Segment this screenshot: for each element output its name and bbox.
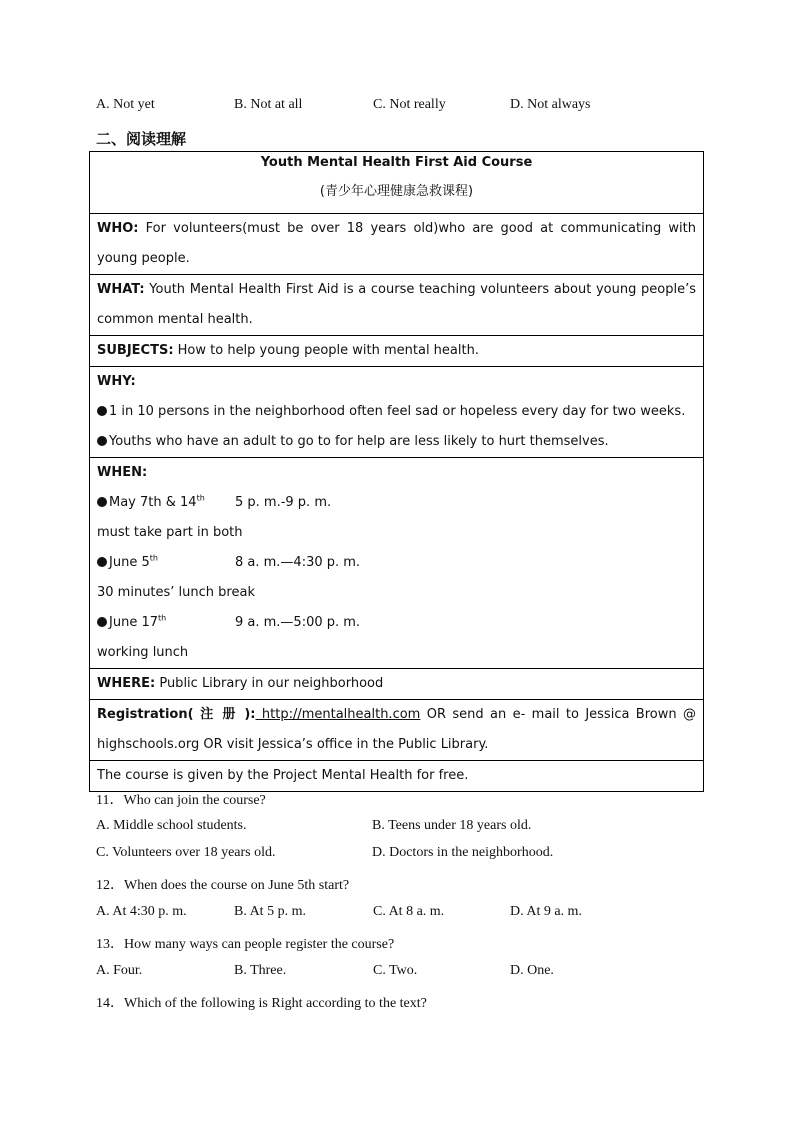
previous-question-options bbox=[96, 97, 716, 117]
question-11-options-row-1 bbox=[96, 818, 716, 838]
when-label bbox=[97, 458, 696, 488]
when-date: May 7th & 14 bbox=[109, 495, 197, 510]
question-13-options bbox=[96, 963, 716, 983]
why-item-2 bbox=[97, 427, 696, 457]
where-label: WHERE: bbox=[97, 676, 156, 691]
when-time: 9 a. m.—5:00 p. m. bbox=[235, 615, 361, 630]
subjects-label: SUBJECTS: bbox=[97, 343, 174, 358]
registration-rest: OR send an e- mail to Jessica Brown @ bbox=[420, 707, 696, 722]
when-item-2 bbox=[97, 548, 696, 578]
what-line-1 bbox=[97, 275, 696, 305]
course-subtitle: (青少年心理健康急救课程) bbox=[319, 184, 474, 199]
course-title: Youth Mental Health First Aid Course bbox=[260, 155, 533, 170]
who-line-2: young people. bbox=[97, 251, 190, 266]
why-cell bbox=[90, 367, 703, 458]
what-label: WHAT: bbox=[97, 282, 145, 297]
registration-cn-label: ( 注 册 ): bbox=[187, 707, 256, 722]
why-item-text: 1 in 10 persons in the neighborhood often feel sad or hopeless every day for two weeks. bbox=[109, 404, 686, 419]
what-text: Youth Mental Health First Aid is a course teaching volunteers about young people’s bbox=[144, 282, 696, 297]
option-a: A. At 4:30 p. m. bbox=[96, 904, 187, 919]
when-cell bbox=[90, 458, 703, 669]
course-info-table bbox=[89, 151, 704, 792]
option-b: B. At 5 p. m. bbox=[234, 904, 306, 919]
what-cell bbox=[90, 275, 703, 336]
registration-cell bbox=[90, 700, 703, 761]
registration-line-1 bbox=[97, 700, 696, 730]
registration-link[interactable]: http://mentalhealth.com bbox=[255, 707, 421, 722]
section-title: 二、阅读理解 bbox=[96, 130, 187, 148]
bullet-icon bbox=[97, 557, 107, 567]
who-text: For volunteers(must be over 18 years old)who are good at communicating with bbox=[138, 221, 696, 236]
when-item-3 bbox=[97, 608, 696, 638]
table-title-cell bbox=[90, 152, 703, 214]
what-line-2: common mental health. bbox=[97, 312, 253, 327]
bullet-icon bbox=[97, 436, 107, 446]
subjects-line bbox=[97, 336, 696, 366]
when-date: June 5 bbox=[109, 555, 150, 570]
subjects-text: How to help young people with mental health. bbox=[173, 343, 479, 358]
option-b: B. Not at all bbox=[234, 97, 303, 112]
option-a: A. Four. bbox=[96, 963, 143, 978]
bullet-icon bbox=[97, 617, 107, 627]
who-cell bbox=[90, 214, 703, 275]
registration-line-2: highschools.org OR visit Jessica’s office in the Public Library. bbox=[97, 737, 489, 752]
free-cell bbox=[90, 761, 703, 791]
option-c: C. Not really bbox=[373, 97, 446, 112]
option-c: C. Two. bbox=[373, 963, 418, 978]
option-b: B. Three. bbox=[234, 963, 287, 978]
ordinal-suffix: th bbox=[196, 493, 205, 503]
registration-label: Registration bbox=[97, 707, 188, 722]
option-a: A. Middle school students. bbox=[96, 818, 247, 833]
question-12-stem: 12．When does the course on June 5th start? bbox=[96, 878, 350, 893]
question-14-stem: 14．Which of the following is Right according to the text? bbox=[96, 996, 427, 1011]
when-item-1 bbox=[97, 488, 696, 518]
free-text: The course is given by the Project Mental Health for free. bbox=[97, 768, 469, 783]
who-label: WHO: bbox=[97, 221, 139, 236]
when-time: 5 p. m.-9 p. m. bbox=[235, 495, 332, 510]
when-note-2: 30 minutes’ lunch break bbox=[97, 585, 255, 600]
why-item-text: Youths who have an adult to go to for help are less likely to hurt themselves. bbox=[109, 434, 609, 449]
bullet-icon bbox=[97, 497, 107, 507]
when-time: 8 a. m.—4:30 p. m. bbox=[235, 555, 361, 570]
who-line-1 bbox=[97, 214, 696, 244]
option-b: B. Teens under 18 years old. bbox=[372, 818, 532, 833]
question-11-stem: 11．Who can join the course? bbox=[96, 793, 266, 808]
ordinal-suffix: th bbox=[158, 613, 167, 623]
where-text: Public Library in our neighborhood bbox=[155, 676, 384, 691]
question-11-options-row-2 bbox=[96, 845, 716, 865]
option-d: D. One. bbox=[510, 963, 554, 978]
why-item-1 bbox=[97, 397, 696, 427]
option-d: D. Not always bbox=[510, 97, 591, 112]
question-12-options bbox=[96, 904, 716, 924]
option-a: A. Not yet bbox=[96, 97, 155, 112]
option-d: D. Doctors in the neighborhood. bbox=[372, 845, 554, 860]
why-label bbox=[97, 367, 696, 397]
when-note-3: working lunch bbox=[97, 645, 189, 660]
where-cell bbox=[90, 669, 703, 700]
when-label-text: WHEN: bbox=[97, 465, 148, 480]
bullet-icon bbox=[97, 406, 107, 416]
when-date: June 17 bbox=[109, 615, 158, 630]
subjects-cell bbox=[90, 336, 703, 367]
option-d: D. At 9 a. m. bbox=[510, 904, 582, 919]
option-c: C. Volunteers over 18 years old. bbox=[96, 845, 276, 860]
when-note-1: must take part in both bbox=[97, 525, 243, 540]
option-c: C. At 8 a. m. bbox=[373, 904, 445, 919]
where-line bbox=[97, 669, 696, 699]
why-label-text: WHY: bbox=[97, 374, 136, 389]
ordinal-suffix: th bbox=[149, 553, 158, 563]
question-13-stem: 13．How many ways can people register the course? bbox=[96, 937, 395, 952]
